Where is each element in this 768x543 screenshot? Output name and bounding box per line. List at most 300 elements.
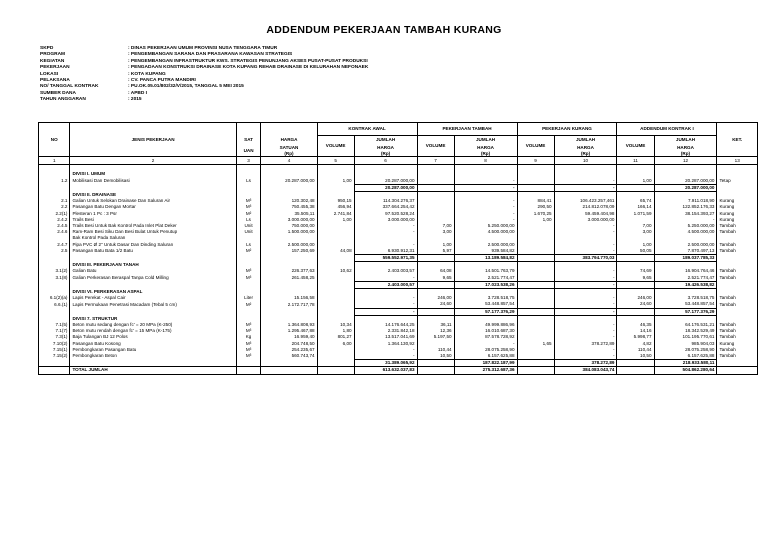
empty-cell <box>261 165 317 172</box>
volume-addendum: 1.071,59 <box>617 211 654 217</box>
group-kontrak-awal: KONTRAK AWAL <box>317 123 417 136</box>
item-unit: Ls <box>236 242 261 248</box>
column-number: 7 <box>417 157 454 165</box>
empty-cell <box>39 308 70 315</box>
empty-cell <box>354 262 417 269</box>
volume-awal: 44,08 <box>317 248 354 255</box>
jumlah-kurang: - <box>554 268 617 274</box>
empty-cell <box>236 360 261 367</box>
jumlah-addendum: 20.287.000,00 <box>654 178 717 185</box>
jumlah-awal: 3.000.000,00 <box>354 217 417 223</box>
empty-cell <box>517 315 554 322</box>
volume-kurang <box>517 301 554 308</box>
item-remark: Kurang <box>717 217 758 223</box>
item-description: Mobilisasi Dan Demobilisasi <box>70 178 236 185</box>
volume-awal: 1,00 <box>317 217 354 223</box>
empty-cell <box>317 281 354 288</box>
volume-tambah: 24,60 <box>417 301 454 308</box>
empty-cell <box>39 289 70 296</box>
empty-cell <box>354 192 417 199</box>
item-number: 7.3(1) <box>39 334 70 340</box>
item-number: 7.15(1) <box>39 347 70 353</box>
empty-cell <box>517 360 554 367</box>
col-jenis: JENIS PEKERJAAN <box>70 123 236 157</box>
column-number: 8 <box>454 157 517 165</box>
item-unit: M³ <box>236 353 261 360</box>
unit-price: 16.959,40 <box>261 334 317 340</box>
meta-label: SUMBER DANA <box>40 90 76 96</box>
column-number: 12 <box>654 157 717 165</box>
addendum-table: NO JENIS PEKERJAAN KONTRAK AWAL PEKERJAAN TAMBAH PEKERJAAN KURANG ADDENDUM KONTRAK I KET. SAT HARGA VOLUME JUMLAH VOLUME JUMLAH VOLUME JUMLAH VOLUME JUMLAH UAN SATUAN (Rp) HARGA (Rp) HARGA (Rp) HARGA (Rp) HARGA (Rp) 1 2 3 4 5 6 7 8 9 10 11 12 13 DIVISI I. UMUM 1.2 Mobilisasi Dan Demobilisasi Ls 20.287.000,00 1,00 20.287.000,00 - - 1,00 20.287.000,00 Tetap 20.287.000,00 - - 20.287.000,00 DIVISI II. DRAINASE 2.1 Galian Untuk Selokan Drainase Dan Saluran Air M³ 120.302,48 950,15 114.304.276,37 - 884,41 106.423.257,461 65,74 7.911.018,90 Kurang 2.2 Pasangan Batu Dengan Mortar M³ 750.455,38 456,94 337.664.254,42 - 290,50 214.812.078,09 166,14 122.852.176,33 Kurang 2.2(1) Plesteran 1 Pc : 3 Psr M² 35.505,11 2.741,84 97.520.528,24 - 1.670,25 59.459.404,98 1.071,59 38.154.393,27 Kurang 2.4.2 Trails Besi Ls 3.000.000,00 1,00 3.000.000,00 - 1,00 3.000.000,00 - Kurang 2.4.5 Trails Besi Untuk Bak Kontrol Pada Inlet Plat Deker Unit 750.000,00 - 7,00 5.250.000,00 - 7,00 5.250.000,00 Tambah 2.4.6 Ram-Ram Besi Siku Dan Besi Bulat Untuk Penutup Unit 1.500.000,00 - 3,00 4.500.000,00 - 3,00 4.500.000,00 Tambah Bak Kontrol Pada Saluran 2.4.7 Pipa PVC Ø 2" Untuk Dasar Dan Dinding Saluran Ls 2.500.000,00 - 1,00 2.500.000,00 - 1,00 2.500.000,00 Tambah 2.5 Pasangan Batu Bata 1/2 Batu M² 157.250,69 44,08 6.930.912,31 5,97 939.584,82 - 50,05 7.870.497,13 Tambah 559.552.971,35 13.189.584,82 383.794.770,03 189.037.785,33 DIVISI III. PEKERJAAN TANAH 3.1(2) Galian Batu M³ 226.377,63 10,62 2.403.003,57 64,08 14.501.763,79 - 74,69 16.904.764,46 Tambah 3.1(8) Galian Perkerasan Beraspal Tanpa Cold Milling M³ 261.458,25 - 9,65 2.521.774,47 - 9,65 2.521.774,47 Tambah 2.403.000,57 17.023.538,26 - 19.426.538,82 DIVISI VI. PERKERASAN ASPAL 6.1(2)(a) Lapis Perekat - Aspal Cair Liter 15.156,58 - 246,00 3.728.518,75 - 246,00 3.728.518,75 Tambah 6.6.(1) Lapis Permukaan Penetrasi Macadam (Tebal 5 cm) M² 2.172.717,78 - 24,60 53.448.857,54 - 24,60 53.448.857,54 Tambah - 57.177.376,29 - 57.177.376,29 DIVISI 7. STRUKTUR 7.1(5) Beton mutu sedang dengan fc' = 20 MPa (K-250) M³ 1.364.808,93 10,34 14.176.644,25 36,11 49.999.886,96 - 46,35 64.176.531,21 Tambah 7.1(7) Beton mutu rendah dengan fc' = 15 MPa (K-175) M³ 1.295.467,88 1,80 2.331.842,18 12,36 16.010.687,30 - 14,16 18.342.529,49 Tambah 7.3(1) Baja Tulangan BJ 12 Polos Kg 16.959,40 801,27 13.517.041,69 5.197,50 87.578.728,92 - 5.998,77 101.195.770,61 Tambah 7.10(2) Pasangan Batu Kosong M³ 204.748,50 6,00 1.364.130,92 - 1,65 378.272,89 4,82 985.904,03 Kurang 7.15(1) Pembongkaran Pasangan Batu M³ 254.235,67 - 110,44 28.075.258,90 - 110,44 28.075.258,90 Tambah 7.15(2) Pembongkaran Beton M³ 560.743,74 - 10,50 6.157.625,88 - 10,50 6.157.625,88 Tambah 31.389.065,92 187.822.187,99 378.272,89 218.933.580,11 TOTAL JUMLAH 613.632.037,83 275.312.687,36 384.083.043,74 504.862.280,64 <box>38 122 758 375</box>
empty-cell <box>417 367 454 374</box>
jumlah-tambah: 939.584,82 <box>454 248 517 255</box>
jumlah-kurang: - <box>554 275 617 282</box>
empty-cell <box>717 367 758 374</box>
jumlah-kurang: - <box>554 328 617 334</box>
jumlah-tambah: 53.448.857,54 <box>454 301 517 308</box>
empty-cell <box>39 255 70 262</box>
item-unit: M² <box>236 211 261 217</box>
empty-cell <box>70 165 236 172</box>
item-number: 2.2(1) <box>39 211 70 217</box>
subtotal-kurang: - <box>554 184 617 191</box>
jumlah-addendum: 53.448.857,54 <box>654 301 717 308</box>
jumlah-awal: 337.664.254,42 <box>354 204 417 210</box>
item-number: 6.6.(1) <box>39 301 70 308</box>
subtotal-addendum: 20.287.000,00 <box>654 184 717 191</box>
column-number: 4 <box>261 157 317 165</box>
item-remark: Tetap <box>717 178 758 185</box>
empty-cell <box>554 192 617 199</box>
empty-cell <box>517 308 554 315</box>
column-number: 6 <box>354 157 417 165</box>
volume-addendum: 65,74 <box>617 198 654 204</box>
subtotal-awal: 31.389.065,92 <box>354 360 417 367</box>
meta-value: : CV. PANCA PUTRA MANDIRI <box>128 78 196 84</box>
table-body <box>39 165 758 374</box>
empty-cell <box>654 165 717 172</box>
subtotal-kurang: 378.272,89 <box>554 360 617 367</box>
document-title: ADDENDUM PEKERJAAN TAMBAH KURANG <box>266 24 502 36</box>
meta-label: PELAKSANA <box>40 78 70 84</box>
subtotal-tambah: 57.177.376,29 <box>454 308 517 315</box>
subtotal-row <box>39 308 758 315</box>
volume-kurang: 1.670,25 <box>517 211 554 217</box>
jumlah-awal: - <box>354 242 417 248</box>
volume-tambah: 10,50 <box>417 353 454 360</box>
empty-cell <box>554 315 617 322</box>
item-description: Baja Tulangan BJ 12 Polos <box>70 334 236 340</box>
empty-cell <box>417 281 454 288</box>
item-unit: M² <box>236 301 261 308</box>
column-number: 5 <box>317 157 354 165</box>
empty-cell <box>617 192 654 199</box>
unit-price: 20.287.000,00 <box>261 178 317 185</box>
item-number: 3.1(2) <box>39 268 70 274</box>
empty-cell <box>236 315 261 322</box>
jumlah-addendum: 5.250.000,00 <box>654 223 717 229</box>
empty-cell <box>317 192 354 199</box>
empty-cell <box>317 255 354 262</box>
jumlah-tambah: 14.501.763,79 <box>454 268 517 274</box>
meta-value: : PU.OK.05.01/802/32/V/2015, TANGGAL 5 MEI 2015 <box>128 84 244 90</box>
subtotal-awal: 2.403.000,57 <box>354 281 417 288</box>
empty-cell <box>354 165 417 172</box>
item-unit: Kg <box>236 334 261 340</box>
meta-value: : PENGEMBANGAN SARANA DAN PRASARANA KAWASAN STRATEGIS <box>128 52 293 58</box>
volume-tambah: 246,00 <box>417 295 454 301</box>
column-number: 3 <box>236 157 261 165</box>
volume-addendum: 5.998,77 <box>617 334 654 340</box>
jumlah-kurang: 59.459.404,98 <box>554 211 617 217</box>
volume-awal: 456,94 <box>317 204 354 210</box>
volume-kurang: 1,65 <box>517 341 554 347</box>
jumlah-addendum: 985.904,03 <box>654 341 717 347</box>
empty-cell <box>554 262 617 269</box>
volume-awal: 1,80 <box>317 328 354 334</box>
meta-value: : 2015 <box>128 97 142 103</box>
unit-price: 1.295.467,88 <box>261 328 317 334</box>
item-number: 2.4.7 <box>39 242 70 248</box>
volume-tambah: 36,11 <box>417 322 454 328</box>
jumlah-addendum: 64.176.531,21 <box>654 322 717 328</box>
jumlah-awal: - <box>354 353 417 360</box>
item-unit: M² <box>236 248 261 255</box>
meta-label: LOKASI <box>40 71 59 77</box>
empty-cell <box>617 315 654 322</box>
unit-price: 254.235,67 <box>261 347 317 353</box>
empty-cell <box>554 165 617 172</box>
division-header-row <box>39 262 758 269</box>
unit-price: 261.458,25 <box>261 275 317 282</box>
jumlah-tambah: 87.578.728,92 <box>454 334 517 340</box>
subtotal-awal: 20.287.000,00 <box>354 184 417 191</box>
volume-tambah: 5,97 <box>417 248 454 255</box>
item-description: Pasangan Batu Dengan Mortar <box>70 204 236 210</box>
empty-cell <box>261 192 317 199</box>
jumlah-addendum: 2.500.000,00 <box>654 242 717 248</box>
volume-awal: 1,00 <box>317 178 354 185</box>
empty-cell <box>617 255 654 262</box>
subtotal-addendum: 57.177.376,29 <box>654 308 717 315</box>
volume-tambah: 7,00 <box>417 223 454 229</box>
jumlah-tambah: - <box>454 341 517 347</box>
empty-cell <box>717 360 758 367</box>
empty-cell <box>354 315 417 322</box>
empty-cell <box>39 367 70 374</box>
item-remark: Kurang <box>717 211 758 217</box>
item-unit: M³ <box>236 275 261 282</box>
empty-cell <box>317 308 354 315</box>
unit-price: 1.364.808,93 <box>261 322 317 328</box>
jumlah-awal: 13.517.041,69 <box>354 334 417 340</box>
unit-price: 157.250,69 <box>261 248 317 255</box>
jumlah-awal: - <box>354 301 417 308</box>
meta-label: SKPD <box>40 46 54 51</box>
volume-addendum: 7,00 <box>617 223 654 229</box>
jumlah-tambah: 3.728.518,75 <box>454 295 517 301</box>
jumlah-kurang: - <box>554 242 617 248</box>
volume-addendum: 46,35 <box>617 322 654 328</box>
jumlah-addendum: - <box>654 217 717 223</box>
total-addendum: 504.862.280,64 <box>654 367 717 374</box>
empty-cell <box>654 315 717 322</box>
empty-cell <box>417 255 454 262</box>
empty-cell <box>517 192 554 199</box>
item-description: Lapis Permukaan Penetrasi Macadam (Tebal 5 cm) <box>70 301 236 308</box>
empty-cell <box>317 262 354 269</box>
jumlah-tambah: 6.157.625,88 <box>454 353 517 360</box>
meta-value: : PENGADAAN KONSTRUKSI DRAINASE KOTA KUPANG REHAB DRAINASE DI KELURAHAN NEFONAEK <box>128 65 369 71</box>
volume-addendum: 110,44 <box>617 347 654 353</box>
subtotal-tambah: 187.822.187,99 <box>454 360 517 367</box>
item-remark: Tambah <box>717 353 758 360</box>
volume-tambah: 1,00 <box>417 242 454 248</box>
item-number: 1.2 <box>39 178 70 185</box>
jumlah-addendum: 4.500.000,00 <box>654 229 717 235</box>
empty-cell <box>261 315 317 322</box>
item-description: Lapis Perekat - Aspal Cair <box>70 295 236 301</box>
subtotal-tambah: 17.023.538,26 <box>454 281 517 288</box>
empty-cell <box>261 255 317 262</box>
item-unit: M³ <box>236 347 261 353</box>
column-number: 13 <box>717 157 758 165</box>
volume-kurang <box>517 275 554 282</box>
meta-label: TAHUN ANGGARAN <box>40 97 86 103</box>
empty-cell <box>70 308 236 315</box>
volume-kurang: 1,00 <box>517 217 554 223</box>
jumlah-kurang: - <box>554 248 617 255</box>
jumlah-kurang: - <box>554 295 617 301</box>
empty-cell <box>39 184 70 191</box>
item-remark: Tambah <box>717 223 758 229</box>
item-unit: M³ <box>236 268 261 274</box>
item-remark: Tambah <box>717 322 758 328</box>
volume-awal: 10,62 <box>317 268 354 274</box>
empty-cell <box>317 184 354 191</box>
empty-cell <box>70 255 236 262</box>
subtotal-row <box>39 255 758 262</box>
empty-cell <box>517 367 554 374</box>
item-remark: Kurang <box>717 198 758 204</box>
item-unit: M³ <box>236 198 261 204</box>
item-remark: Tambah <box>717 295 758 301</box>
jumlah-tambah: - <box>454 204 517 210</box>
jumlah-awal: - <box>354 295 417 301</box>
jumlah-kurang: - <box>554 322 617 328</box>
jumlah-tambah: - <box>454 211 517 217</box>
empty-cell <box>261 281 317 288</box>
item-description: Pipa PVC Ø 2" Untuk Dasar Dan Dinding Saluran <box>70 242 236 248</box>
subtotal-awal: - <box>354 308 417 315</box>
jumlah-tambah: 2.500.000,00 <box>454 242 517 248</box>
volume-addendum: 4,82 <box>617 341 654 347</box>
group-pekerjaan-kurang: PEKERJAAN KURANG <box>517 123 617 136</box>
subtotal-row <box>39 184 758 191</box>
empty-cell <box>70 281 236 288</box>
jumlah-kurang: - <box>554 223 617 229</box>
jumlah-addendum: 101.195.770,61 <box>654 334 717 340</box>
subtotal-row <box>39 360 758 367</box>
jumlah-awal: 2.331.842,18 <box>354 328 417 334</box>
subtotal-tambah: - <box>454 184 517 191</box>
empty-cell <box>317 367 354 374</box>
volume-tambah: 110,44 <box>417 347 454 353</box>
empty-cell <box>717 308 758 315</box>
jumlah-awal: 20.287.000,00 <box>354 178 417 185</box>
jumlah-awal: - <box>354 275 417 282</box>
volume-tambah: 64,08 <box>417 268 454 274</box>
item-number: 2.4.5 <box>39 223 70 229</box>
jumlah-awal: 97.520.528,24 <box>354 211 417 217</box>
table-row <box>39 301 758 308</box>
empty-cell <box>236 255 261 262</box>
volume-addendum: 3,00 <box>617 229 654 235</box>
empty-cell <box>617 367 654 374</box>
item-number: 6.1(2)(a) <box>39 295 70 301</box>
column-number: 10 <box>554 157 617 165</box>
division-title: DIVISI I. UMUM <box>70 171 236 177</box>
subtotal-awal: 559.552.971,35 <box>354 255 417 262</box>
item-unit: M³ <box>236 322 261 328</box>
empty-cell <box>39 262 70 269</box>
item-description: Beton mutu rendah dengan fc' = 15 MPa (K-175) <box>70 328 236 334</box>
empty-cell <box>717 315 758 322</box>
item-description: Pembongkaran Pasangan Batu <box>70 347 236 353</box>
unit-price: 2.500.000,00 <box>261 242 317 248</box>
group-pekerjaan-tambah: PEKERJAAN TAMBAH <box>417 123 517 136</box>
contract-info <box>40 46 368 104</box>
division-title: DIVISI III. PEKERJAAN TANAH <box>70 262 236 269</box>
volume-addendum: 14,16 <box>617 328 654 334</box>
currency-unit-label: (Rp) <box>380 151 391 157</box>
empty-cell <box>261 262 317 269</box>
total-kurang: 384.083.043,74 <box>554 367 617 374</box>
empty-cell <box>261 308 317 315</box>
item-number: 2.2 <box>39 204 70 210</box>
item-description: Trails Besi Untuk Bak Kontrol Pada Inlet Plat Deker <box>70 223 236 229</box>
jumlah-kurang: - <box>554 301 617 308</box>
jumlah-awal: 2.403.003,57 <box>354 268 417 274</box>
jumlah-addendum: 16.904.764,46 <box>654 268 717 274</box>
unit-price: 15.156,58 <box>261 295 317 301</box>
meta-value: : DINAS PEKERJAAN UMUM PROVINSI NUSA TENGGARA TIMUR <box>128 46 278 51</box>
empty-cell <box>717 184 758 191</box>
empty-cell <box>454 315 517 322</box>
total-row <box>39 367 758 374</box>
subtotal-addendum: 189.037.785,33 <box>654 255 717 262</box>
empty-cell <box>317 315 354 322</box>
item-unit: M³ <box>236 341 261 347</box>
empty-cell <box>517 262 554 269</box>
total-label: TOTAL JUMLAH <box>70 367 236 374</box>
meta-label: KEGIATAN <box>40 58 65 64</box>
unit-price: 204.748,50 <box>261 341 317 347</box>
empty-cell <box>617 165 654 172</box>
item-unit: M³ <box>236 204 261 210</box>
subtotal-kurang: - <box>554 281 617 288</box>
empty-cell <box>654 262 717 269</box>
empty-cell <box>39 165 70 172</box>
jumlah-addendum: 122.852.176,33 <box>654 204 717 210</box>
col-harga: HARGA <box>261 136 317 146</box>
unit-price: 2.172.717,78 <box>261 301 317 308</box>
column-number: 1 <box>39 157 70 165</box>
empty-cell <box>236 289 261 296</box>
jumlah-kurang: 3.000.000,00 <box>554 217 617 223</box>
jumlah-awal: 114.304.276,37 <box>354 198 417 204</box>
meta-label: PROGRAM <box>40 52 66 58</box>
jumlah-addendum: 18.342.529,49 <box>654 328 717 334</box>
item-description: Ram-Ram Besi Siku Dan Besi Bulat Untuk Penutup <box>70 229 236 235</box>
jumlah-addendum: 2.521.774,47 <box>654 275 717 282</box>
table-row <box>39 275 758 282</box>
empty-cell <box>517 281 554 288</box>
volume-addendum: 166,14 <box>617 204 654 210</box>
volume-tambah: 3,00 <box>417 229 454 235</box>
volume-tambah: 9,65 <box>417 275 454 282</box>
item-description: Trails Besi <box>70 217 236 223</box>
item-number: 7.1(7) <box>39 328 70 334</box>
subtotal-kurang: - <box>554 308 617 315</box>
item-remark: Tambah <box>717 301 758 308</box>
empty-cell <box>417 165 454 172</box>
volume-awal <box>317 275 354 282</box>
empty-cell <box>354 289 417 296</box>
empty-cell <box>417 262 454 269</box>
volume-awal: 2.741,84 <box>317 211 354 217</box>
jumlah-tambah: 16.010.687,30 <box>454 328 517 334</box>
currency-unit-label: (Rp) <box>580 151 591 157</box>
meta-row <box>40 97 368 103</box>
volume-kurang <box>517 248 554 255</box>
volume-tambah: 5.197,50 <box>417 334 454 340</box>
empty-cell <box>717 255 758 262</box>
jumlah-tambah: 28.075.258,90 <box>454 347 517 353</box>
item-description: Galian Perkerasan Beraspal Tanpa Cold Milling <box>70 275 236 282</box>
table-row <box>39 178 758 185</box>
jumlah-kurang: 106.423.257,461 <box>554 198 617 204</box>
item-description: Bak Kontrol Pada Saluran <box>70 235 236 241</box>
item-number: 2.4.6 <box>39 229 70 235</box>
item-remark: Tambah <box>717 347 758 353</box>
col-sat: SAT <box>236 136 261 146</box>
meta-value: : APBD I <box>128 90 148 96</box>
item-remark: Tambah <box>717 242 758 248</box>
volume-addendum: 10,50 <box>617 353 654 360</box>
empty-cell <box>236 165 261 172</box>
empty-cell <box>261 184 317 191</box>
item-remark: Tambah <box>717 328 758 334</box>
empty-cell <box>617 281 654 288</box>
jumlah-awal: 14.176.644,25 <box>354 322 417 328</box>
empty-cell <box>617 360 654 367</box>
volume-awal: 950,15 <box>317 198 354 204</box>
jumlah-tambah: 49.999.886,96 <box>454 322 517 328</box>
subtotal-addendum: 19.426.538,82 <box>654 281 717 288</box>
jumlah-kurang: - <box>554 347 617 353</box>
volume-awal <box>317 353 354 360</box>
group-addendum: ADDENDUM KONTRAK I <box>617 123 717 136</box>
empty-cell <box>39 281 70 288</box>
item-description: Beton mutu sedang dengan fc' = 20 MPa (K-250) <box>70 322 236 328</box>
meta-label: PEKERJAAN <box>40 65 70 71</box>
empty-cell <box>236 308 261 315</box>
division-title: DIVISI 7. STRUKTUR <box>70 315 236 322</box>
empty-cell <box>454 165 517 172</box>
currency-unit-label: (Rp) <box>480 151 491 157</box>
empty-cell <box>617 289 654 296</box>
